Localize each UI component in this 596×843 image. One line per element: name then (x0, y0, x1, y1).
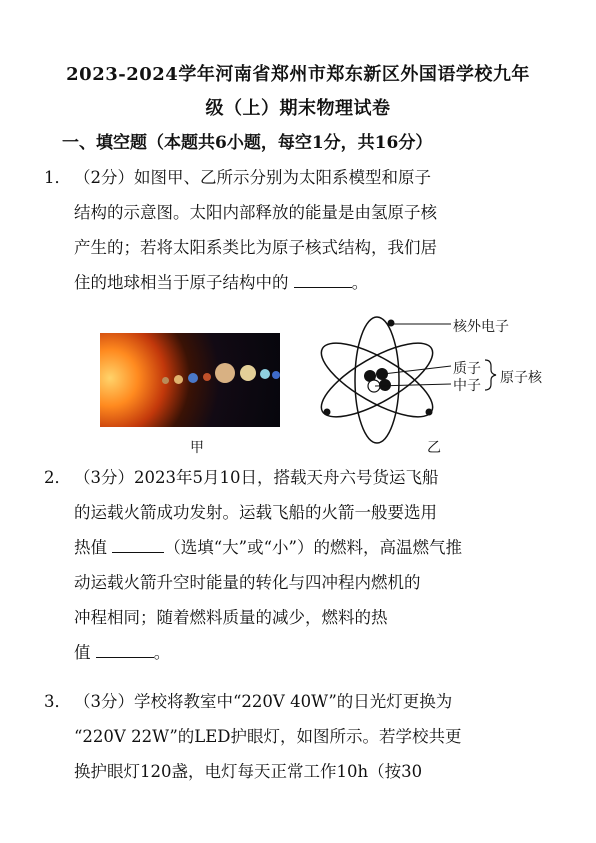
question-1 (44, 160, 526, 300)
question-2 (44, 460, 526, 670)
question-3 (44, 684, 526, 789)
question-line: 值 。 (74, 635, 526, 670)
nucleus (364, 368, 391, 392)
answer-blank[interactable] (112, 534, 164, 553)
question-line: （3分）2023年5月10日，搭载天舟六号货运飞船 (74, 468, 439, 487)
solar-system-image (100, 333, 280, 427)
caption-jia: 甲 (190, 440, 204, 456)
electron (324, 409, 331, 416)
question-line: 动运载火箭升空时能量的转化与四冲程内燃机的 (74, 573, 421, 592)
label-nucleus: 原子核 (500, 370, 542, 386)
label-electron: 核外电子 (453, 319, 509, 335)
brace (485, 360, 496, 390)
question-line: 的运载火箭成功发射。运载飞船的火箭一般要选用 (74, 503, 437, 522)
answer-blank[interactable] (294, 269, 352, 288)
question-line: 住的地球相当于原子结构中的 。 (74, 265, 526, 300)
title-line-2: 级（上）期末物理试卷 (205, 98, 391, 119)
leader-proton (383, 366, 451, 374)
orbit-right (315, 329, 443, 430)
caption-yi: 乙 (427, 440, 441, 456)
answer-blank[interactable] (96, 639, 154, 658)
section-heading: 一、填空题（本题共6小题，每空1分，共16分） (62, 133, 433, 153)
orbit-left (315, 329, 443, 430)
question-line: 产生的；若将太阳系类比为原子核式结构，我们居 (74, 238, 437, 257)
question-line: 换护眼灯120盏，电灯每天正常工作10h（按30 (74, 762, 423, 781)
electron (388, 320, 395, 327)
question-line: 冲程相同；随着燃料质量的减少，燃料的热 (74, 608, 388, 627)
label-neutron: 中子 (453, 378, 481, 394)
orbit-vertical (355, 317, 399, 443)
question-number: 3． (44, 692, 71, 711)
label-proton: 质子 (453, 361, 481, 377)
question-line: 结构的示意图。太阳内部释放的能量是由氢原子核 (74, 203, 437, 222)
title-line-1: 2023-2024学年河南省郑州市郑东新区外国语学校九年 (66, 64, 530, 85)
question-line: （3分）学校将教室中“220V 40W”的日光灯更换为 (74, 692, 453, 711)
question-line: 热值 （选填“大”或“小”）的燃料，高温燃气推 (74, 530, 526, 565)
question-number: 2． (44, 468, 71, 487)
question-line: “220V 22W”的LED护眼灯，如图所示。若学校共更 (74, 727, 462, 746)
question-number: 1． (44, 168, 71, 187)
electron (426, 409, 433, 416)
question-line: （2分）如图甲、乙所示分别为太阳系模型和原子 (74, 168, 431, 187)
